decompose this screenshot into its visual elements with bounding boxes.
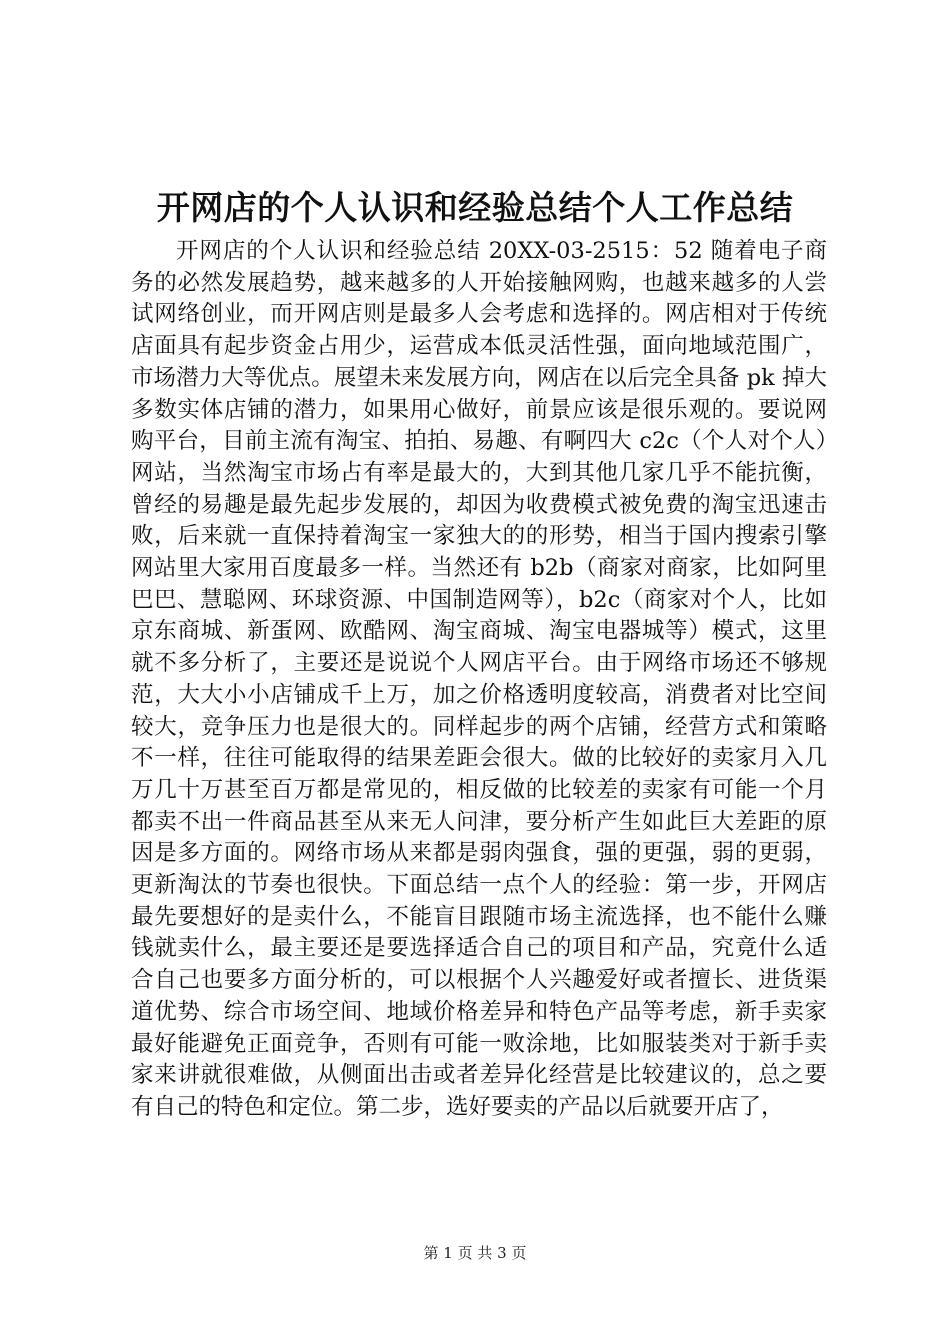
document-title: 开网店的个人认识和经验总结个人工作总结: [156, 188, 794, 227]
page-number-footer: 第 1 页 共 3 页: [423, 1244, 527, 1262]
document-body-paragraph: 开网店的个人认识和经验总结 20XX-03-2515：52 随着电子商务的必然发展趋势，越来越多的人开始接触网购，也越来越多的人尝试网络创业，而开网店则是最多人会考虑和选择的。网店相对于传统店面具有起步资金占用少，运营成本低灵活性强，面向地域范围广，市场潜力大等优点。展望未来发展方向，网店在以后完全具备 pk 掉大多数实体店铺的潜力，如果用心做好，前景应该是很乐观的。要说网购平台，目前主流有淘宝、拍拍、易趣、有啊四大 c2c（个人对个人）网站，当然淘宝市场占有率是最大的，大到其他几家几乎不能抗衡，曾经的易趣是最先起步发展的，却因为收费模式被免费的淘宝迅速击败，后来就一直保持着淘宝一家独大的的形势，相当于国内搜索引擎网站里大家用百度最多一样。当然还有 b2b（商家对商家，比如阿里巴巴、慧聪网、环球资源、中国制造网等），b2c（商家对个人，比如京东商城、新蛋网、欧酷网、淘宝商城、淘宝电器城等）模式，这里就不多分析了，主要还是说说个人网店平台。由于网络市场还不够规范，大大小小店铺成千上万，加之价格透明度较高，消费者对比空间较大，竞争压力也是很大的。同样起步的两个店铺，经营方式和策略不一样，往往可能取得的结果差距会很大。做的比较好的卖家月入几万几十万甚至百万都是常见的，相反做的比较差的卖家有可能一个月都卖不出一件商品甚至从来无人问津，要分析产生如此巨大差距的原因是多方面的。网络市场从来都是弱肉强食，强的更强，弱的更弱，更新淘汰的节奏也很快。下面总结一点个人的经验：第一步，开网店最先要想好的是卖什么，不能盲目跟随市场主流选择，也不能什么赚钱就卖什么，最主要还是要选择适合自己的项目和产品，究竟什么适合自己也要多方面分析的，可以根据个人兴趣爱好或者擅长、进货渠道优势、综合市场空间、地域价格差异和特色产品等考虑，新手卖家最好能避免正面竞争，否则有可能一败涂地，比如服装类对于新手卖家来讲就很难做，从侧面出击或者差异化经营是比较建议的，总之要有自己的特色和定位。第二步，选好要卖的产品以后就要开店了，: [131, 238, 827, 1120]
